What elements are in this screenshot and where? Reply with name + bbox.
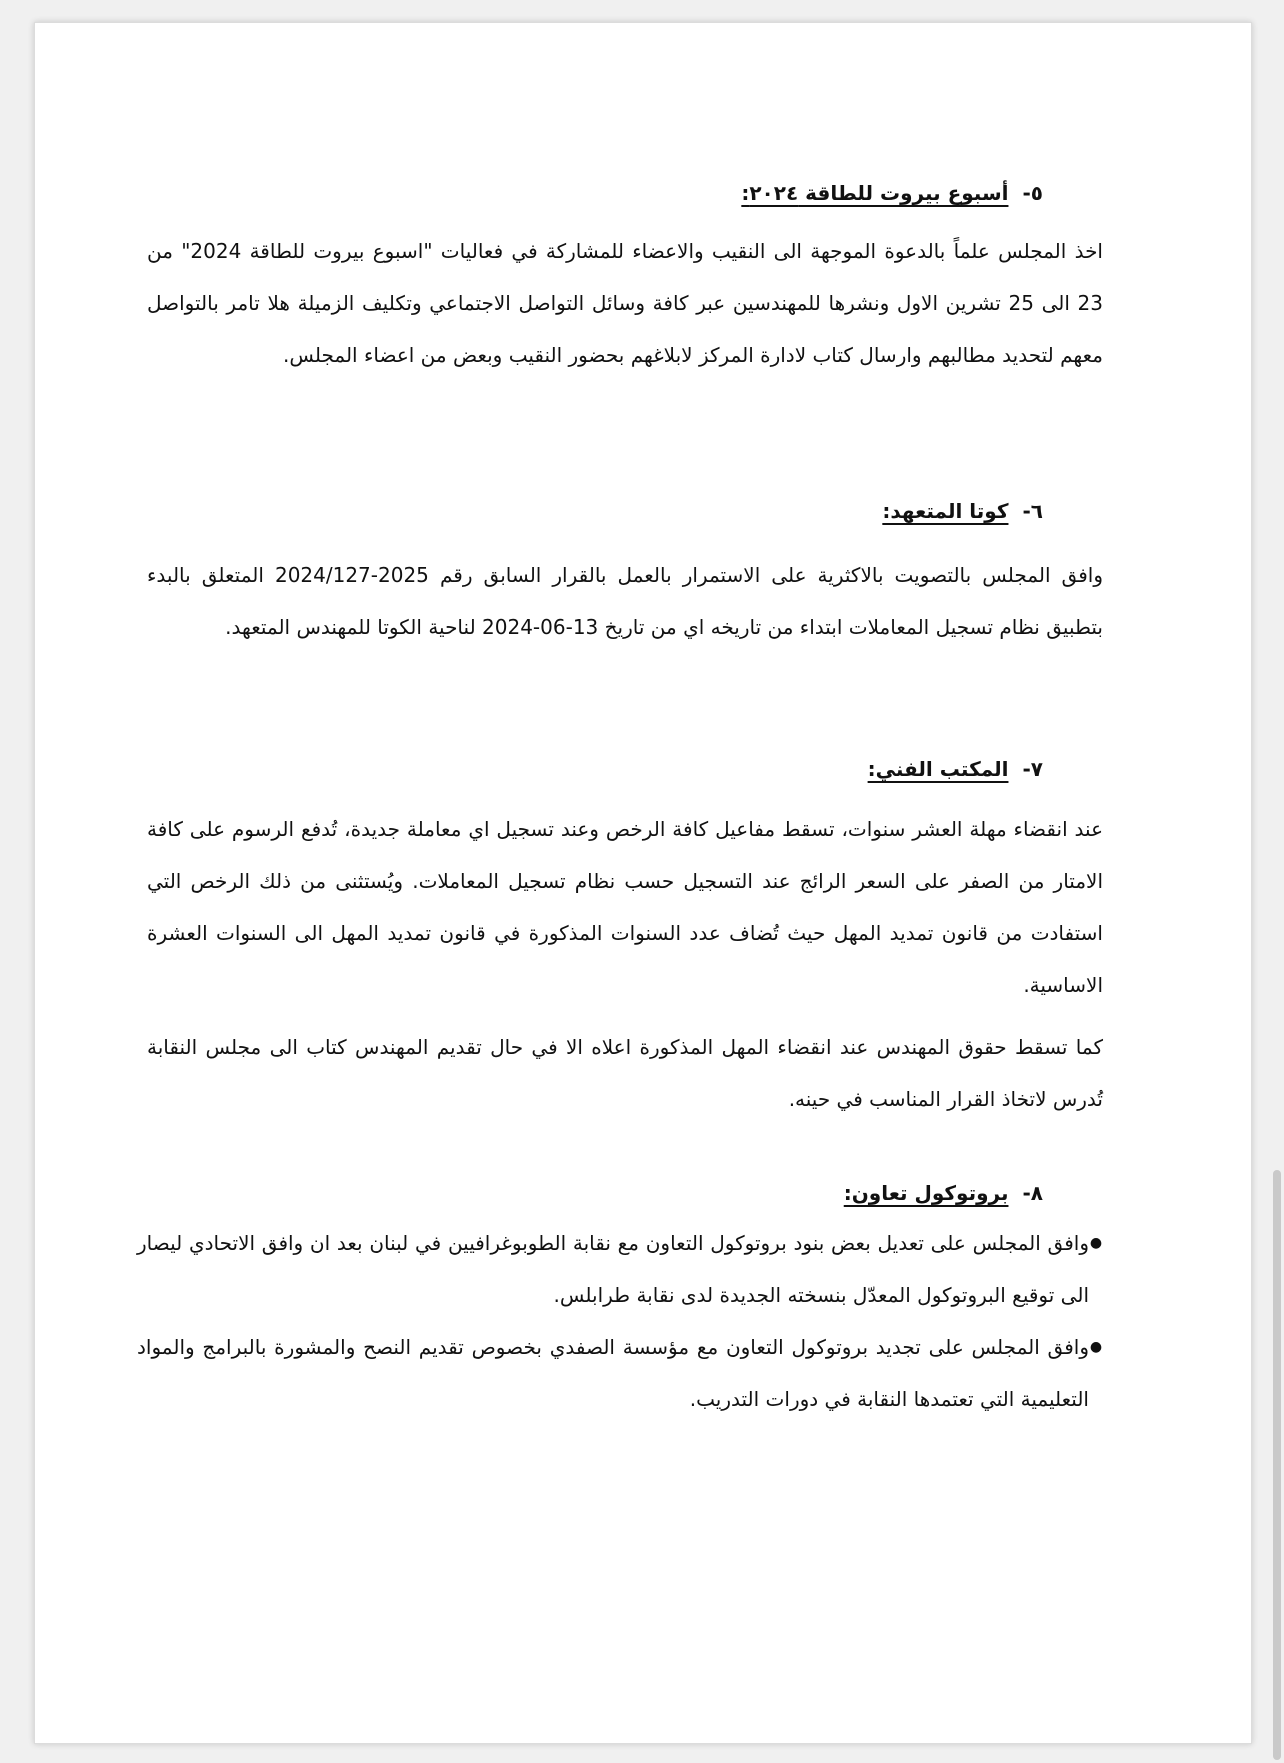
section-technical-office	[147, 749, 1103, 1125]
section-heading	[147, 749, 1103, 789]
bullet-icon: ●	[1089, 1235, 1103, 1251]
document-page	[34, 22, 1252, 1744]
section-contractor-quota	[147, 491, 1103, 653]
section-paragraph: وافق المجلس بالتصويت بالاكثرية على الاستمرار بالعمل بالقرار السابق رقم 2025-2024/127 المتعلق بالبدء بتطبيق نظام تسجيل المعاملات ابتداء من تاريخه اي من تاريخ 13-06-2024 لناحية الكوتا للمهندس المتعهد.	[147, 563, 1103, 639]
list-item-text: وافق المجلس على تعديل بعض بنود بروتوكول التعاون مع نقابة الطوبوغرافيين في لبنان بعد ان وافق الاتحادي ليصار الى توقيع البروتوكول المعدّل بنسخته الجديدة لدى نقابة طرابلس.	[137, 1231, 1089, 1307]
section-heading	[147, 173, 1103, 213]
vertical-scrollbar[interactable]	[1270, 0, 1284, 1763]
section-number: ٨-	[1022, 1181, 1043, 1205]
section-title: بروتوكول تعاون:	[843, 1181, 1009, 1205]
section-heading	[147, 491, 1103, 531]
list-item	[137, 1217, 1103, 1321]
section-number: ٦-	[1022, 499, 1043, 523]
section-cooperation-protocol	[137, 1173, 1103, 1425]
list-item-text: وافق المجلس على تجديد بروتوكول التعاون مع مؤسسة الصفدي بخصوص تقديم النصح والمشورة بالبرامج والمواد التعليمية التي تعتمدها النقابة في دورات التدريب.	[137, 1335, 1089, 1411]
section-heading	[147, 1173, 1103, 1213]
section-paragraph: كما تسقط حقوق المهندس عند انقضاء المهل المذكورة اعلاه الا في حال تقديم المهندس كتاب الى مجلس النقابة تُدرس لاتخاذ القرار المناسب في حينه.	[147, 1035, 1103, 1111]
section-number: ٧-	[1022, 757, 1043, 781]
list-item	[137, 1321, 1103, 1425]
section-title: المكتب الفني:	[867, 757, 1009, 781]
bullet-icon: ●	[1089, 1339, 1103, 1355]
section-paragraph: عند انقضاء مهلة العشر سنوات، تسقط مفاعيل كافة الرخص وعند تسجيل اي معاملة جديدة، تُدفع الرسوم على كافة الامتار من الصفر على السعر الرائج عند التسجيل حسب نظام تسجيل المعاملات. ويُستثنى من ذلك الرخص التي استفادت من قانون تمديد المهل حيث تُضاف عدد السنوات المذكورة في قانون تمديد المهل الى السنوات العشرة الاساسية.	[147, 817, 1103, 997]
section-title: أسبوع بيروت للطاقة ٢٠٢٤:	[741, 181, 1009, 205]
section-title: كوتا المتعهد:	[882, 499, 1009, 523]
section-paragraph: اخذ المجلس علماً بالدعوة الموجهة الى النقيب والاعضاء للمشاركة في فعاليات "اسبوع بيروت للطاقة 2024" من 23 الى 25 تشرين الاول ونشرها للمهندسين عبر كافة وسائل التواصل الاجتماعي وتكليف الزميلة هلا تامر بالتواصل معهم لتحديد مطالبهم وارسال كتاب لادارة المركز لابلاغهم بحضور النقيب وبعض من اعضاء المجلس.	[147, 239, 1103, 367]
section-number: ٥-	[1022, 181, 1043, 205]
scrollbar-thumb[interactable]	[1273, 1170, 1281, 1760]
section-beirut-energy-week	[147, 173, 1103, 381]
